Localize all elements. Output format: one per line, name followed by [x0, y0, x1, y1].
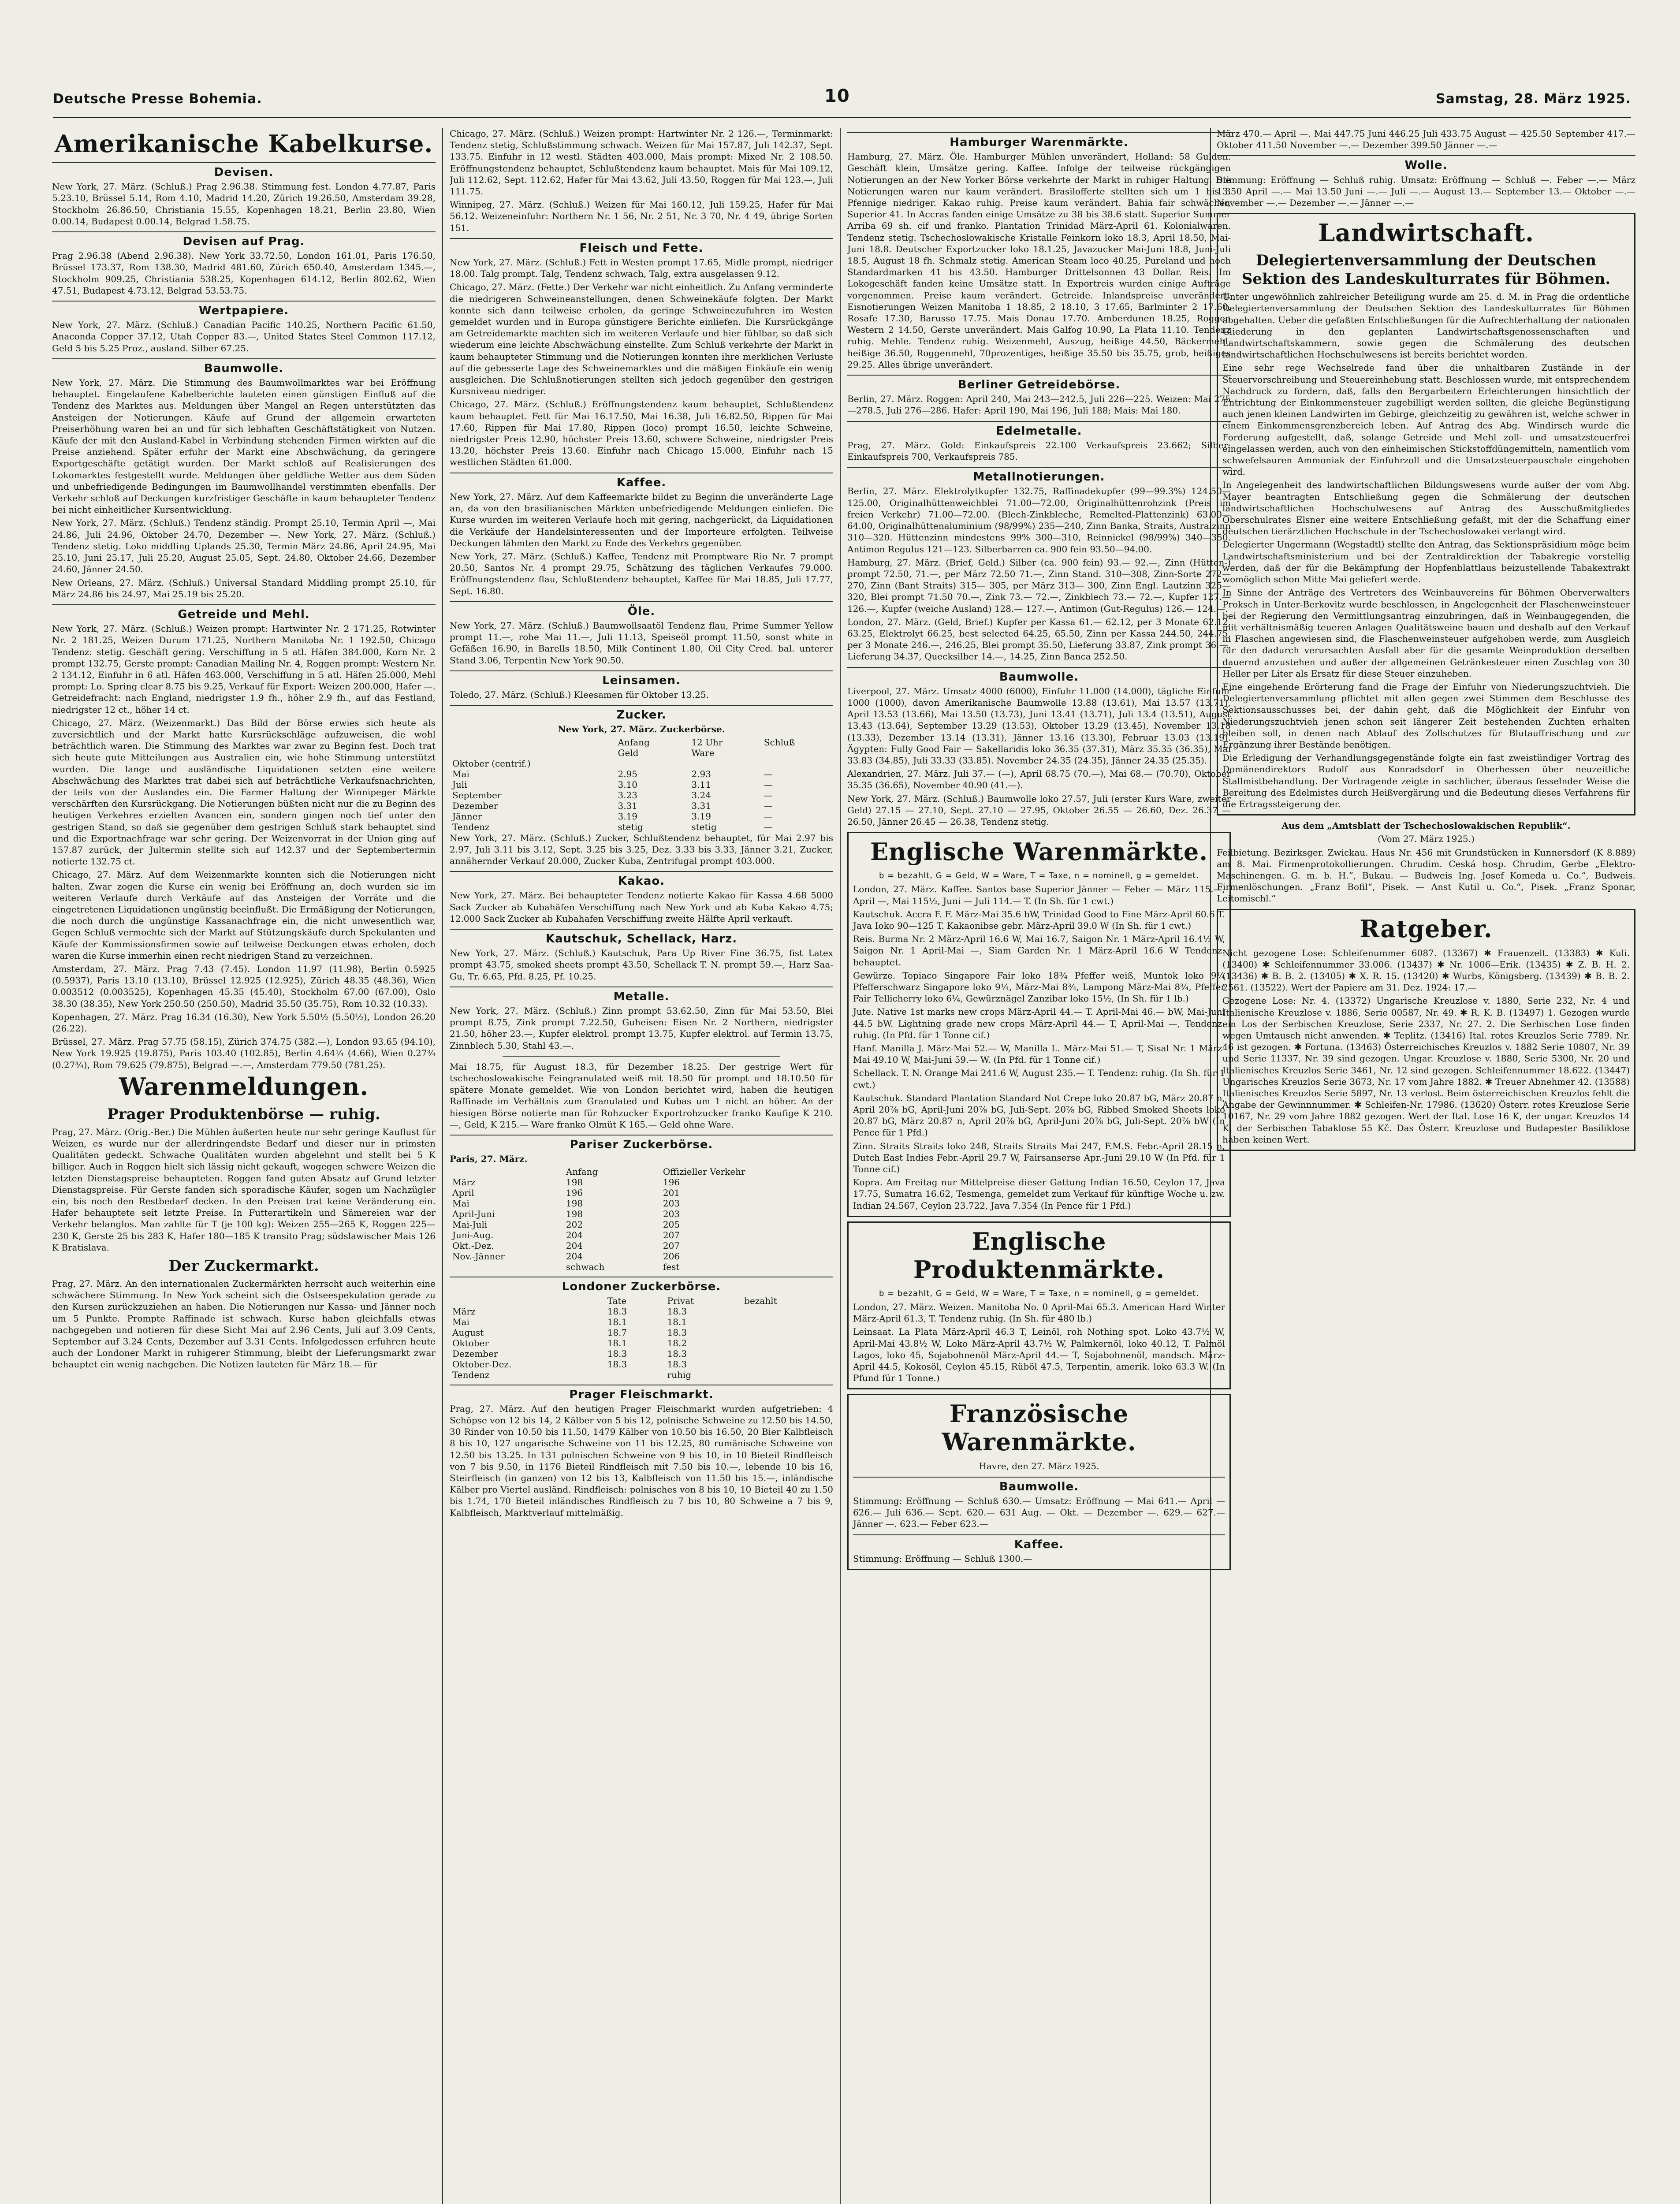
subheading: Metalle.	[450, 987, 833, 1002]
subheading: Baumwolle.	[52, 358, 436, 374]
table-row	[450, 1262, 833, 1272]
subheading: Kaffee.	[853, 1534, 1225, 1550]
article-paragraph: In Angelegenheit des landwirtschaftlichen Bildungswesens wurde außer der vom Abg. Mayer beantragten Entschließung gegen die Schmälerung der deutschen landwirtschaftlichen Hochschulwesens auf Antrag des Ausschußmitgliedes Oberschulrates Elsner eine weitere Entschließung gefaßt, mit der die Schaffung einer deutschen tierärztlichen Hochschule in der Tschechoslowakei verlangt wird.	[1222, 480, 1630, 537]
table-cell: September	[452, 789, 502, 800]
table-cell: 207	[663, 1240, 680, 1251]
table-cell: —	[764, 779, 773, 790]
table-row	[450, 1348, 833, 1359]
table-row	[450, 1219, 833, 1230]
subheading: Berliner Getreidebörse.	[847, 375, 1231, 391]
english-produce-box	[847, 1221, 1231, 1390]
table-cell: Nov.-Jänner	[452, 1251, 505, 1262]
article-paragraph: Nicht gezogene Lose: Schleifenummer 6087. (13367) ✱ Frauenzelt. (13383) ✱ Kuli. (13400) ✱ Schleifennummer 33.006. (13437) ✱ Nr. 1006—Erik. (13435) ✱ Z. B. H. 2. (13436) ✱ B. B. 2. (13405) ✱ X. R. 15. (13420) ✱ Wurbs, Königsberg. (13439) ✱ B. B. 2. 2561. (13522). Wert der Papiere am 31. Dez. 1924: 17.—	[1222, 947, 1630, 993]
dateline: (Vom 27. März 1925.)	[1378, 834, 1475, 845]
article-paragraph: Delegierter Ungermann (Wegstadtl) stellte den Antrag, das Sektionspräsidium möge beim Landwirtschaftsministerium und bei der Zentraldirektion der Tabakregie vorstellig werden, daß der für die Bekämpfung der Hopfenblattlaus beizustellende Tabakextrakt womöglich schon Mitte Mai geliefert werde.	[1222, 539, 1630, 585]
table-cell: stetig	[691, 821, 717, 832]
subheading: Getreide und Mehl.	[52, 604, 436, 620]
table-cell: —	[764, 821, 773, 832]
article-paragraph: Liverpool, 27. März. Umsatz 4000 (6000), Einfuhr 11.000 (14.000), tägliche Einfuhr 1000 (1000), davon Amerikanische Baumwolle 13.88 (13.61), Mai 13.57 (13.71), April 13.53 (13.66), Mai 13.50 (13.73), Juni 13.41 (13.71), Juli 13.4 (13.51), August 13.43 (13.64), September 13.29 (13.53), Oktober 13.29 (13.45), November 13.18 (13.33), Dezember 13.14 (13.31), Jänner 13.16 (13.30), Februar 13.03 (13.19). Ägypten: Fully Good Fair — Sakellaridis loko 36.35 (37.31), März 35.35 (36.35), Mai 33.83 (34.85), Juli 33.33 (33.85). November 24.35 (24.35), Jänner 24.35 (25.35).	[847, 685, 1231, 766]
subheading: Der Zuckermarkt.	[168, 1257, 319, 1275]
article-paragraph: Winnipeg, 27. März. (Schluß.) Weizen für Mai 160.12, Juli 159.25, Hafer für Mai 56.12. Weizeneinfuhr: Northern Nr. 1 56, Nr. 2 51, Nr. 3 70, Nr. 4 49, übrige Sorten 151.	[450, 199, 833, 233]
article-paragraph: Eine sehr rege Wechselrede fand über die unhaltbaren Zustände in der Steuervorschreibung und Steuereinhebung statt. Beschlossen wurde, mit entsprechendem Nachdruck zu fordern, daß, falls den Bergarbeitern Erleichterungen hinsichtlich der Entrichtung der Einkommensteuer zugebilligt werden sollten, die gleiche Begünstigung auch jenen kleinen Landwirten im Gebirge, gleichzeitig zu gewähren ist, welche schwer in einem Einkommensgrenzbereich leben. Auf Antrag des Abg. Windirsch wurde die Forderung aufgestellt, daß, solange Getreide und Mehl zoll- und umsatzsteuerfrei eingelassen werden, auch von den einheimischen Stickstoffdüngemitteln, namentlich vom schwefelsauren Ammoniak der Einfuhrzoll und die Umsatzsteuerpauschale eingehoben wird.	[1222, 362, 1630, 477]
table-cell: 3.11	[691, 779, 711, 790]
subheading: Kautschuk, Schellack, Harz.	[450, 929, 833, 945]
table-cell: 18.3	[667, 1306, 687, 1317]
subheading: Leinsamen.	[450, 670, 833, 686]
table-row	[450, 1359, 833, 1370]
article-paragraph: Gewürze. Topiaco Singapore Fair loko 18¾ Pfeffer weiß, Muntok loko 9¼ Pfefferschwarz Singapore loko 9¼, März-Mai 8¾, Lampong März-Mai 8¾, Pfeffer Fair Tellicherry loko 6¼, Gewürznägel Zanzibar loko 15½, (In Sh. für 1 lb.)	[853, 970, 1225, 1004]
legend: b = bezahlt, G = Geld, W = Ware, T = Taxe, n = nominell, g = gemeldet.	[879, 871, 1199, 881]
table-row	[450, 1317, 833, 1327]
article-paragraph: London, 27. März. Weizen. Manitoba No. 0 April-Mai 65.3. American Hard Winter März-April 61.3, T. Tendenz ruhig. (In Sh. für 480 lb.)	[853, 1302, 1225, 1324]
table-cell: Mai	[452, 768, 469, 779]
table-row	[450, 790, 833, 800]
article-paragraph: New York, 27. März. Auf dem Kaffeemarkte bildet zu Beginn die unveränderte Lage an, da von den brasilianischen Märkten unbefriedigende Meldungen einliefen. Die Kurse wurden im weiteren Verlaufe hoch mit gering, nachgerückt, da Liquidationen die Verkäufe der Handelsinteressenten und der Importeure erfolgten. Teilweise Deckungen lähmten den Markt zu Ende des Verkehrs gegenüber.	[450, 491, 833, 548]
article-paragraph: Prag, 27. März. Gold: Einkaufspreis 22.100 Verkaufspreis 23.662; Silber: Einkaufspreis 700, Verkaufspreis 785.	[847, 439, 1231, 462]
table-cell: 18.1	[607, 1337, 627, 1348]
table-header: Geld	[618, 747, 639, 758]
table-cell: stetig	[618, 821, 643, 832]
article-paragraph: In Sinne der Anträge des Vertreters des Weinbauvereins für Böhmen Oberverwalters Proksch in Unter-Berkovitz wurde beschlossen, in Angelegenheit der Flaschenweinsteuer bei der Regierung den Vermittlungsantrag einzubringen, daß in Weinbaugegenden, die mit verhältnismäßig teueren Anlagen Qualitätsweine bauen und deshalb auf den Verkauf in Flaschen angewiesen sind, die Flaschenweinsteuer aufgehoben werde, zum Ausgleich für den dadurch verursachten Ausfall aber für die gesamte Weinproduktion derselben dauernd anzustehen und außer der allgemeinen Getränkesteuer einen Zuschlag von 30 Heller per Liter als Ersatz für diese Steuer einzuheben.	[1222, 587, 1630, 679]
table-row	[450, 1198, 833, 1209]
subheading: Devisen.	[52, 162, 436, 178]
table-cell: —	[764, 789, 773, 800]
table-cell: Dezember	[452, 1348, 498, 1359]
table-cell	[761, 758, 833, 769]
table-cell: 2.93	[691, 768, 711, 779]
table-row	[450, 758, 833, 769]
subheading: Öle.	[450, 601, 833, 617]
subheading: Aus dem „Amtsblatt der Tschechoslowakischen Republik“.	[1281, 820, 1571, 831]
page-number: 10	[824, 86, 850, 106]
table-row	[450, 1177, 833, 1188]
table-cell: —	[764, 800, 773, 811]
article-paragraph: Prag, 27. März. Auf den heutigen Prager Fleischmarkt wurden aufgetrieben: 4 Schöpse von 12 bis 14, 2 Kälber von 5 bis 12, polnische Schweine zu 12.50 bis 14.50, 30 Rinder von 10.50 bis 11.50, 1479 Kälber von 10.50 bis 16.50, 20 Bier Kalbfleisch 8 bis 10, 127 ungarische Schweine von 11 bis 12.25, 80 rumänische Schweine von 12.50 bis 13.25. In 131 polnischen Schweine von 9 bis 10, in 10 Bieteil Rindfleisch von 7 bis 9.50, in 1176 Bieteil Rindfleisch mit 7.50 bis 10.—, lebende 10 bis 16, Steirfleisch (in ganzen) von 12 bis 13, Kalbfleisch von 11.50 bis 15.—, inländische Kälber pro Viertel ausländ. Rindfleisch: polnisches von 8 bis 10, 10 Bieteil 40 zu 1.50 bis 1.74, 170 Bieteil inländisches Rindfleisch zu 7 bis 10, 80 Schweine a 7 bis 9, Kalbfleisch, Marktverlauf mittelmäßig.	[450, 1403, 833, 1518]
table-cell: 201	[663, 1188, 680, 1199]
article-paragraph: New York, 27. März. (Schluß.) Prag 2.96.38. Stimmung fest. London 4.77.87, Paris 5.23.10, Brüssel 5.14, Rom 4.10, Madrid 14.20, Zürich 19.26.50, Amsterdam 39.28, Stockholm 26.86.50, Christiania 15.55, Kopenhagen 18.21, Berlin 23.80, Wien 0.00.14, Budapest 0.00.14, Belgrad 1.58.75.	[52, 181, 436, 227]
table-cell: März	[452, 1306, 476, 1317]
table-cell: 203	[663, 1198, 680, 1209]
table-cell: 196	[663, 1177, 680, 1188]
table-cell: 204	[566, 1230, 583, 1241]
article-title: Delegiertenversammlung der Deutschen Sektion des Landeskulturrates für Böhmen.	[1241, 252, 1611, 288]
table-row	[450, 779, 833, 790]
table-row	[450, 1230, 833, 1240]
table-row	[450, 1306, 833, 1317]
table-cell: 18.3	[667, 1327, 687, 1338]
table-cell: 205	[663, 1219, 680, 1230]
table-cell: 2.95	[618, 768, 637, 779]
table-header: Ware	[691, 747, 715, 758]
article-paragraph: Brüssel, 27. März. Prag 57.75 (58.15), Zürich 374.75 (382.—), London 93.65 (94.10), New York 19.925 (19.875), Paris 103.40 (102.85), Berlin 4.64¼ (4.66), Wien 0.27¾ (0.27¾), Rom 79.625 (79.875), Belgrad —.—, Amsterdam 779.50 (781.25).	[52, 1036, 436, 1070]
advice-box	[1217, 909, 1635, 1151]
table-cell: 18.3	[667, 1359, 687, 1370]
article-paragraph: Mai 18.75, für August 18.3, für Dezember 18.25. Der gestrige Wert für tschechoslowakische Feingranulated weiß mit 18.50 für prompt und 18.10.50 für spätere Monate gemeldet. Wie von London berichtet wird, haben die heutigen Raffinade im Verhältnis zum Granulated und Kubas um 1 nicht an höher. An der hiesigen Börse notierte man für Rohzucker Exportrohzucker franko Kaufige K 210.—, Geld, K 215.— Ware franko Olmüt K 165.— Geld ohne Ware.	[450, 1061, 833, 1130]
column-2	[450, 128, 833, 2204]
table-cell: Mai	[452, 1198, 469, 1209]
article-paragraph: New York, 27. März. (Schluß.) Kaffee, Tendenz mit Promptware Rio Nr. 7 prompt 20.50, Santos Nr. 4 prompt 29.75, Schätzung des täglichen Verkaufes 79.000. Eröffnungstendenz flau, Schlußtendenz behauptet, Kaffee für Mai 18.85, Juli 17.77, Sept. 16.80.	[450, 551, 833, 596]
table-cell: Jänner	[452, 811, 482, 822]
article-paragraph: Hamburg, 27. März. (Brief, Geld.) Silber (ca. 900 fein) 93.— 92.—, Zinn (Hütten-) prompt 72.50, 71.—, per März 72.50 71.—, Zinn Stand. 310—308, Zinn-Sorte 272—270, Zinn (Bant Straits) 315— 305, per März 313— 300, Zinn Engl. Lautzinn 325— 320, Blei prompt 71.50 70.—, Zink 73.— 72.—, Zinkblech 73.— 72.—, Kupfer 127.— 126.—, Kupfer (weiche Ausland) 128.— 127.—, Antimon (Gut-Regulus) 126.— 124.—.	[847, 557, 1231, 614]
subheading: Fleisch und Fette.	[450, 238, 833, 254]
table-header: Anfang	[566, 1166, 598, 1177]
table-cell	[689, 758, 761, 769]
table-cell: Mai-Juli	[452, 1219, 488, 1230]
table-header: Tate	[607, 1295, 627, 1306]
article-paragraph: Schellack. T. N. Orange Mai 241.6 W, August 235.— T. Tendenz: ruhig. (In Sh. für 1 cwt.)	[853, 1068, 1225, 1090]
article-paragraph: Prag, 27. März. An den internationalen Zuckermärkten herrscht auch weiterhin eine schwächere Stimmung. In New York scheint sich die Ostseespekulation gerade zu den Kursen zurückzuziehen an haben. Die Notierungen nur Kassa- und Jänner noch um 5 Punkte. Prompte Raffinade ist schwach. Kurse haben gleichfalls etwas nachgegeben und notieren für diese Sicht Mai auf 2.96 Cents, Juli auf 3.09 Cents, September auf 3.24 Cents, Dezember auf 3.31 Cents. Infolgedessen erfuhren heute auch der Londoner Markt in ruhigerer Stimmung, bleibt der Lieferungsmarkt zwar behauptet ein wenig nachgeben. Die Notizen lauteten für März 18.— für	[52, 1278, 436, 1370]
article-paragraph: Amsterdam, 27. März. Prag 7.43 (7.45). London 11.97 (11.98), Berlin 0.5925 (0.5937), Paris 13.10 (13.10), Brüssel 12.925 (12.925), Zürich 48.35 (48.36), Wien 0.003512 (0.003525), Kopenhagen 45.35 (45.40), Stockholm 67.00 (67.00), Oslo 38.30 (38.35), New York 250.50 (250.50), Madrid 35.50 (35.75), Rom 10.32 (10.33).	[52, 964, 436, 1009]
article-paragraph: Stimmung: Eröffnung — Schluß 1300.—	[853, 1553, 1032, 1564]
article-paragraph: Jute. Native 1st marks new crops März-April 44.— T. April-Mai 46.— bW, Mai-Juni 44.5 bW. Lightning grade new crops März-April 44.— T, April-Mai —, Tendenz: ruhig. (In Pfd. für 1 Tonne cif.)	[853, 1006, 1225, 1040]
table-title: New York, 27. März. Zuckerbörse.	[558, 724, 725, 735]
article-paragraph: New York, 27. März. (Schluß.) Weizen prompt: Hartwinter Nr. 2 171.25, Rotwinter Nr. 2 181.25, Weizen Durum 171.25, Northern Manitoba Nr. 1 192.50, Chicago Tendenz: stetig. Geschäft gering. Verschiffung in 5 atl. Häfen 384.000, Korn Nr. 2 prompt 132.75, Gerste prompt: Canadian Mailing Nr. 4, Roggen prompt: Western Nr. 2 134.12, Einfuhr in 6 atl. Häfen 463.000, Verschiffung in 5 atl. Häfen 25.000, Mehl prompt: Lo. Spring clear 8.75 bis 9.25, Verkauf für Export: Weizen 200.000, Hafer —. Getreidefracht: nach England, niedrigster 1.9 fh., höher 2.9 fh., auf das Festland, niedrigster 12 ct., höher 14 ct.	[52, 623, 436, 715]
section-heading: Englische Produktenmärkte.	[913, 1227, 1165, 1284]
table-cell: Juni-Aug.	[452, 1230, 494, 1241]
table-cell: April	[452, 1188, 474, 1199]
running-head	[53, 86, 1631, 118]
article-paragraph: New York, 27. März. Bei behaupteter Tendenz notierte Kakao für Kassa 4.68 5000 Sack Zucker ab Kubahäfen Verschiffung nach New York und ab Kuba Kakao 4.75; 12.000 Sack Zucker ab Kubahafen Verschiffung zweite Hälfte April verkauft.	[450, 890, 833, 924]
article-paragraph: Kautschuk. Standard Plantation Standard Not Crepe loko 20.87 bG, März 20.87 n, April 20⅞ bG, April-Juni 20⅞ bG, Juli-Sept. 20⅞ bG, Ribbed Smoked Sheets loko 20.87 bG, März 20.87 n, April 20⅞ bG, April-Juni 20⅞ bG, Juli-Sept. 20⅞ bW (In Pence für 1 Pfd.)	[853, 1092, 1225, 1138]
article-paragraph: New York, 27. März. (Schluß.) Zinn prompt 53.62.50, Zinn für Mai 53.50, Blei prompt 8.75, Zink prompt 7.22.50, Guheisen: Eisen Nr. 2 Northern, niedrigster 21.50, höher 23.—, Kupfer elektrol. prompt 13.75, Kupfer elektrol. auf Termin 13.75, Zinnblech 5.30, Stahl 43.—.	[450, 1005, 833, 1051]
subheading: Baumwolle.	[847, 667, 1231, 683]
table-cell: schwach	[566, 1262, 605, 1273]
newspaper-name: Deutsche Presse Bohemia.	[53, 91, 262, 107]
column-rule	[840, 128, 841, 2204]
article-paragraph: Leinsaat. La Plata März-April 46.3 T, Leinöl, roh Nothing spot. Loko 43.7½ W, April-Mai 43.8½ W, Loko März-April 43.7½ W, Palmkernöl, loko 40.12, T. Palmöl Lagos, loko 45, Sojabohnenöl März-April 44.— T, Sojabohnenöl, mandsch. März-April 44.5, Kokosöl, Ceylon 45.15, Rüböl 47.5, Terpentin, amerik. loko 63.3 W. (In Pfund für 1 Tonne.)	[853, 1326, 1225, 1384]
article-paragraph: New York, 27. März. Die Stimmung des Baumwollmarktes war bei Eröffnung behauptet. Eingelaufene Kabelberichte lauteten einen günstigen Einfluß auf die Tendenz des Marktes aus. Meldungen über Mangel an Regen unterstützten das Ansteigen der Notierungen. Käufe auf Grund der allgemein erwarteten Preiserhöhung waren bei an und für sich lebhaften Geschäftstätigkeit von Nutzen. Käufe der mit den Ausland-Kabel in Verbindung stehenden Firmen wirkten auf die Preise anziehend. Später erfuhr der Markt eine Abschwächung, da geringere Exportgeschäfte getätigt wurden. Der Markt schloß auf Realisierungen des Lokomarktes festgestellt wurde. Meldungen über geldliche Wetter aus dem Süden und unbefriedigende Bedingungen im Baumwollhandel verstimmten ebenfalls. Der Verkehr schloß auf Deckungen kurzfristiger Geschäfte in kaum behaupteter Tendenz bei nicht einheitlicher Kursentwicklung.	[52, 377, 436, 515]
table-row	[450, 1370, 833, 1380]
table-row	[450, 1240, 833, 1251]
subheading: Devisen auf Prag.	[52, 231, 436, 247]
column-3	[847, 128, 1231, 2204]
subheading: Wertpapiere.	[52, 301, 436, 316]
english-commodity-box	[847, 832, 1231, 1217]
article-paragraph: Kopenhagen, 27. März. Prag 16.34 (16.30), New York 5.50½ (5.50½), London 26.20 (26.22).	[52, 1011, 436, 1034]
table-row	[450, 1209, 833, 1219]
column-1	[52, 128, 436, 2204]
subheading: Pariser Zuckerbörse.	[450, 1135, 833, 1150]
table-cell: fest	[663, 1262, 680, 1273]
subheading: Hamburger Warenmärkte.	[847, 132, 1231, 148]
table-cell: April-Juni	[452, 1209, 495, 1220]
subheading: Metallnotierungen.	[847, 467, 1231, 483]
table-cell: Oktober-Dez.	[452, 1359, 512, 1370]
section-heading: Landwirtschaft.	[1318, 219, 1534, 247]
table-cell: —	[764, 768, 773, 779]
article-paragraph: Prag, 27. März. (Orig.-Ber.) Die Mühlen äußerten heute nur sehr geringe Kauflust für Weizen, es wurde nur der allerdringendste Bedarf und dieser nur in primsten Qualitäten gedeckt. Schwache Qualitäten wurden abgelehnt und stellt bei 5 K billiger. Auch in Roggen hielt sich lässig nicht gekauft, wogegen schwere Weizen die letzten Dienstagspreise behaupteten. Roggen fand guten Absatz auf Grund letzter Dienstagspreise. Für Gerste fanden sich sporadische Käufer, sogen um Nachzügler ein, bis noch den Restbedarf decken. In den Preisen trat keine Veränderung ein. Hafer behauptete seit letzte Preise. In Futterartikeln und Sämereien war der Verkehr belanglos. Man zahlte für T (je 100 kg): Weizen 255—265 K, Roggen 225—230 K, Gerste 25 bis 283 K, Hafer 180—185 K transito Prag; südslawischer Mais 126 K Bratislava.	[52, 1126, 436, 1253]
article-paragraph: Toledo, 27. März. (Schluß.) Kleesamen für Oktober 13.25.	[450, 689, 709, 700]
article-paragraph: New Orleans, 27. März. (Schluß.) Universal Standard Middling prompt 25.10, für März 24.86 bis 24.97, Mai 25.19 bis 25.20.	[52, 577, 436, 599]
article-paragraph: Reis. Burma Nr. 2 März-April 16.6 W, Mai 16.7, Saigon Nr. 1 März-April 16.4½ W, Saigon Nr. 1 April-Mai —, Siam Garden Nr. 1 März-April 16.6 W Tendenz: behauptet.	[853, 934, 1225, 968]
table-cell: 3.31	[691, 800, 711, 811]
article-paragraph: Prag 2.96.38 (Abend 2.96.38). New York 33.72.50, London 161.01, Paris 176.50, Brüssel 173.37, Rom 138.30, Madrid 481.60, Zürich 650.40, Amsterdam 1345.—, Stockholm 909.25, Christiania 538.25, Kopenhagen 614.12, Berlin 802.62, Wien 47.51, Budapest 4.73.12, Belgrad 53.53.75.	[52, 250, 436, 296]
subheading: Kaffee.	[450, 473, 833, 488]
article-paragraph: New York, 27. März. (Schluß.) Tendenz ständig. Prompt 25.10, Termin April —, Mai 24.86, Juli 24.96, Oktober 24.70, Dezember —. New York, 27. März. (Schluß.) Tendenz stetig. Loko middling Uplands 25.30, Termin März 24.86, April 24.95, Mai 25.10, Juni 25.17, Juli 25.20, August 25.05, Sept. 24.80, Oktober 24.66, Dezember 24.60, Jänner 24.50.	[52, 517, 436, 575]
french-commodity-box	[847, 1394, 1231, 1570]
table-cell: Juli	[452, 779, 467, 790]
table-cell: 18.1	[607, 1316, 627, 1327]
subheading: Zucker.	[450, 705, 833, 721]
table-row	[450, 769, 833, 779]
table-header: Anfang	[618, 737, 650, 748]
table-cell: August	[452, 1327, 484, 1338]
table-cell: Oktober (centrif.)	[452, 758, 531, 769]
table-cell: 3.19	[691, 811, 711, 822]
table-row	[450, 1251, 833, 1262]
table-cell: 3.19	[618, 811, 637, 822]
sugar-table	[450, 737, 833, 832]
divider	[503, 1056, 780, 1057]
article-paragraph: New York, 27. März. (Schluß.) Kautschuk, Para Up River Fine 36.75, fist Latex prompt 43.75, smoked sheets prompt 43.50, Schellack T. N. prompt 59.—, Harz Saa-Gu, Tr. 6.65, Pfd. 8.25, Pf. 10.25.	[450, 948, 833, 982]
article-paragraph: Zinn. Straits Straits loko 248, Straits Straits Mai 247, F.M.S. Febr.-April 28.15 n, Dutch East Indies Febr.-April 29.7 W, Fairsanserse Apr.-Juni 29.10 W (In Pfd. für 1 Tonne cif.)	[853, 1140, 1225, 1175]
table-header: Schluß	[764, 737, 795, 748]
article-paragraph: New York, 27. März. (Schluß.) Baumwolle loko 27.57, Juli (erster Kurs Ware, zweiter Geld) 27.15 — 27.10, Sept. 27.10 — 27.95, Oktober 26.55 — 26.60, Dez. 26.37 — 26.50, Jänner 26.45 — 26.38, Tendenz stetig.	[847, 793, 1231, 827]
table-cell: 204	[566, 1240, 583, 1251]
table-cell: 18.3	[607, 1359, 627, 1370]
table-cell: 18.3	[667, 1348, 687, 1359]
section-heading: Französische Warenmärkte.	[942, 1400, 1136, 1456]
table-cell: Tendenz	[452, 1369, 490, 1380]
table-cell: —	[764, 811, 773, 822]
subheading: Wolle.	[1217, 155, 1635, 171]
table-cell: 3.23	[618, 789, 637, 800]
agriculture-box	[1217, 213, 1635, 815]
article-paragraph: Chicago, 27. März. (Schluß.) Eröffnungstendenz kaum behauptet, Schlußtendenz kaum behauptet. Fett für Mai 16.17.50, Mai 16.38, Juli 16.82.50, Rippen für Mai 17.60, Rippen für Mai 17.80, Rippen (loco) prompt 16.50, leichte Schweine, niedrigster Preis 12.90, höchster Preis 13.60, schwere Schweine, niedrigster Preis 13.20, höchster Preis 13.60. Einfuhr nach Chicago 15.000, Einfuhr nach 15 westlichen Städten 61.000.	[450, 399, 833, 468]
subheading: Baumwolle.	[853, 1477, 1225, 1493]
table-title: Paris, 27. März.	[450, 1154, 528, 1165]
subheading: Prager Fleischmarkt.	[450, 1385, 833, 1400]
article-paragraph: Hamburg, 27. März. Öle. Hamburger Mühlen unverändert, Holland: 58 Gulden. Geschäft klein, Umsätze gering. Kaffee. Infolge der teilweise rückgängigen Notierungen an der New Yorker Börse verkehrte der Markt in ruhiger Haltung. Die Notierungen waren nur kaum verändert. Brasilofferte stellten sich um 1 bis 3 Pfennige niedriger. Kakao ruhig. Preise kaum verändert. Bahia fair schwächer, Superior 41. In Accras fanden einige Umsätze zu 38 bis 38.6 statt. Superior Summer Arriba 69 sh. cif und franko. Plantation Trinidad März-April 61. Kolonialwaren. Tendenz stetig. Tschechoslowakische Kristalle Feinkorn loko 18.3, April 18.50, Mai-Juni 18.8. Deutscher Exportzucker loko 18.1.25, Javazucker Mai-Juni 18.8, Juni-Juli 18.5, August 18 fh. Schmalz stetig. American Steam loco 40.25, Pureland und hoch Standardmarken 41 bis 43.50. Hamburger Drittelsonnen 43 Dollar. Reis. Im Lokogeschäft fanden keine Umsätze statt. In Exportreis wurden einige Aufträge vorgenommen. Preise kaum verändert. Getreide. Inlandspreise unverändert. Eisnotierungen Weizen Manitoba 1 18.85, 2 18.10, 3 17.65, Barlminter 2 17.60, Rosafe 17.30, Barusso 17.75. Mais Donau 17.70. Amberdunen 18.25, Roggen Western 2 14.50, Gerste unverändert. Mais Galfog 10.90, La Plata 11.10. Tendenz ruhig. Mehle. Tendenz ruhig. Weizenmehl, Auszug, heißige 44.50, Bäckermehl, heißige 36.50, Roggenmehl, 70prozentiges, heißige 35.50 bis 35.75, grob, heißiges 29.25. Alles übrige unverändert.	[847, 151, 1231, 370]
article-paragraph: Kopra. Am Freitag nur Mittelpreise dieser Gattung Indian 16.50, Ceylon 17, Java 17.75, Sumatra 16.62, Tesmenga, gemeldet zum Verkauf für künftige Woche u. zw. Indian 24.567, Ceylon 23.722, Java 7.354 (In Pence für 1 Pfd.)	[853, 1177, 1225, 1211]
table-cell: Dezember	[452, 800, 498, 811]
column-4	[1217, 128, 1635, 2204]
table-cell: Tendenz	[452, 821, 490, 832]
table-cell: 18.7	[607, 1327, 627, 1338]
article-paragraph: New York, 27. März. (Schluß.) Canadian Pacific 140.25, Northern Pacific 61.50, Anaconda Copper 37.12, Utah Copper 83.—, United States Steel Common 117.12, Geld 5 bis 5.25 Proz., ausland. Silber 67.25.	[52, 320, 436, 354]
subheading: Kakao.	[450, 871, 833, 887]
table-cell: ruhig	[667, 1369, 692, 1380]
column-rule	[442, 128, 443, 2204]
article-paragraph: Stimmung: Eröffnung — Schluß ruhig. Umsatz: Eröffnung — Schluß —. Feber —.— März 13.50 April —.— Mai 13.50 Juni —.— Juli —.— August 13.— September 13.— Oktober —.— November —.— Dezember —.— Jänner —.—	[1217, 174, 1635, 208]
table-cell: 3.10	[618, 779, 637, 790]
table-header: Privat	[667, 1295, 694, 1306]
article-paragraph: Unter ungewöhnlich zahlreicher Beteiligung wurde am 25. d. M. in Prag die ordentliche Delegiertenversammlung der Deutschen Sektion des Landeskulturrates für Böhmen abgehalten. Ueber die gefaßten Entschließungen für die Aufrechterhaltung der nationalen Gliederung in den geplanten Landwirtschaftsgenossenschaften und Landwirtschaftskammern, sowie gegen die Schmälerung des deutschen landwirtschaftlichen Hochschulwesens ist bereits berichtet worden.	[1222, 291, 1630, 360]
article-paragraph: New York, 27. März. (Schluß.) Zucker, Schlußtendenz behauptet, für Mai 2.97 bis 2.97, Juli 3.11 bis 3.12, Sept. 3.25 bis 3.25, Dez. 3.33 bis 3.33, Jänner 3.21, Zucker, annähernder Verkauf 20.000, Zucker Kuba, Zentrifugal prompt 403.000.	[450, 832, 833, 866]
article-paragraph: Alexandrien, 27. März. Juli 37.— (—), April 68.75 (70.—), Mai 68.— (70.70), Oktober 35.35 (36.65), November 40.90 (41.—).	[847, 768, 1231, 791]
article-paragraph: Chicago, 27. März. Auf dem Weizenmarkte konnten sich die Notierungen nicht halten. Zwar zogen die Kurse ein wenig bei Eröffnung an, doch wurden sie im weiteren Verlaufe durch Verkäufe auf das Ansteigen der Vorräte und die eingetretenen Liquidationen ungünstig beeinflußt. Die Ermäßigung der Notierungen, die noch durch die ungünstige Kassanachfrage ein, die nicht unwesentlich war, Gegen Schluß vermochte sich der Markt auf Stützungskäufe durch Spekulanten und Käufe der Kommissionsfirmen sowie auf teilweise Deckungen etwas erholen, doch waren die Kurse immerhin einen recht niedrigen Stand zu verzeichnen.	[52, 869, 436, 961]
article-paragraph: Die Erledigung der Verhandlungsgegenstände folgte ein fast zweistündiger Vortrag des Domänendirektors Rudolf aus Konradsdorf in Oberhessen über neuzeitliche Stallmistbehandlung. Der Vortragende zeigte in sachlicher, überaus fesselnder Weise die Bereitung des Edelmistes durch Heißvergärung und die Bedeutung dieses Verfahrens für die Ertragssteigerung der.	[1222, 752, 1630, 809]
table-cell: 198	[566, 1209, 583, 1220]
section-heading: Warenmeldungen.	[119, 1072, 369, 1101]
table-cell: 204	[566, 1251, 583, 1262]
table-cell: 196	[566, 1188, 583, 1199]
table-cell: 18.2	[667, 1337, 687, 1348]
table-row	[450, 822, 833, 832]
article-paragraph: Eine eingehende Erörterung fand die Frage der Einfuhr von Niederungszuchtvieh. Die Delegiertenversammlung pflichtet mit allen gegen zwei Stimmen dem Beschlusse des Sektionsausschusses bei, der dahin geht, daß die Möglichkeit der Einfuhr von Niederungszuchtvieh jenen schon seit längerer Zeit bestehenden Zuchten erhalten bleiben soll, in denen nach Ablauf des Zollschutzes für Blutauffrischung und zur Ergänzung ihrer Bestände benötigen.	[1222, 681, 1630, 750]
article-paragraph: New York, 27. März. (Schluß.) Baumwollsaatöl Tendenz flau, Prime Summer Yellow prompt 11.—, rohe Mai 11.—, Juli 11.13, Speiseöl prompt 11.50, sonst white in Gefäßen 16.90, in Barells 18.50, Milk Continent 1.80, Oil City Cred. bal. unterer Stand 3.06, Terpentin New York 90.50.	[450, 620, 833, 666]
table-cell: Oktober	[452, 1337, 489, 1348]
article-paragraph: Feilbietung. Bezirksger. Zwickau. Haus Nr. 456 mit Grundstücken in Kunnersdorf (K 8.889) am 8. Mai. Firmenprotokollierungen. Chrudim. Ceská hosp. Chrudim, Gerbe „Elektro-Maschinengen. G. m. b. H.“, Bukau. — Budweis Ing. Josef Komeda u. Co.“, Budweis. Firmenlöschungen. „Franz Bofil“, Pisek. — Anst Kutil u. Co.“, Pisek. „Franz Sponar, Leitomischl.“	[1217, 847, 1635, 904]
section-heading: Englische Warenmärkte.	[870, 838, 1208, 866]
article-paragraph: Berlin, 27. März. Roggen: April 240, Mai 243—242.5, Juli 226—225. Weizen: Mai 275—278.5, Juli 276—286. Hafer: April 190, Mai 196, Juli 188; Mais: Mai 180.	[847, 394, 1231, 416]
paris-sugar-table	[450, 1166, 833, 1272]
table-cell: 198	[566, 1177, 583, 1188]
table-cell: 206	[663, 1251, 680, 1262]
issue-date: Samstag, 28. März 1925.	[1435, 91, 1631, 107]
legend: b = bezahlt, G = Geld, W = Ware, T = Taxe, n = nominell, g = gemeldet.	[879, 1288, 1199, 1298]
table-row	[450, 800, 833, 811]
table-cell: Okt.-Dez.	[452, 1240, 494, 1251]
subheading: Prager Produktenbörse — ruhig.	[107, 1105, 380, 1123]
table-row	[450, 1188, 833, 1198]
article-paragraph: Kautschuk. Accra F. F. März-Mai 35.6 bW, Trinidad Good to Fine März-April 60.6 T. Java Ioko 90—125 T. Kakaonibse gebr. März-April 39.0 W (In Sh. für 1 cwt.)	[853, 908, 1225, 931]
section-heading: Amerikanische Kabelkurse.	[54, 130, 433, 158]
table-cell: 3.24	[691, 789, 711, 800]
article-paragraph: März 470.— April —. Mai 447.75 Juni 446.25 Juli 433.75 August — 425.50 September 417.— Oktober 411.50 November —.— Dezember 399.50 Jänner —.—	[1217, 128, 1635, 151]
section-heading: Ratgeber.	[1360, 914, 1493, 943]
article-paragraph: Chicago, 27. März. (Schluß.) Weizen prompt: Hartwinter Nr. 2 126.—, Terminmarkt: Tendenz stetig, Schlußstimmung schwach. Weizen für Mai 157.87, Juli 142.37, Sept. 133.75. Einfuhr in 12 westl. Städten 403.000, Mais prompt: Mixed Nr. 2 108.50. Eröffnungstendenz behauptet, Schlußtendenz kaum behauptet. Mais für Mai 109.12, Juli 112.62, Sept. 112.62, Hafer für Mai 43.62, Juli 43.50, Roggen für Mai 123.—, Juli 111.75.	[450, 128, 833, 197]
table-cell: 203	[663, 1209, 680, 1220]
table-cell: 3.31	[618, 800, 637, 811]
table-cell: 202	[566, 1219, 583, 1230]
table-row	[450, 811, 833, 822]
table-cell: März	[452, 1177, 476, 1188]
table-cell: 207	[663, 1230, 680, 1241]
article-paragraph: Stimmung: Eröffnung — Schluß 630.— Umsatz: Eröffnung — Mai 641.— April — 626.— Juli 636.— Sept. 620.— 631 Aug. — Okt. — Dezember —. 629.— 627.— Jänner —. 623.— Feber 623.—	[853, 1495, 1225, 1530]
table-cell: 18.3	[607, 1306, 627, 1317]
article-paragraph: Gezogene Lose: Nr. 4. (13372) Ungarische Kreuzlose v. 1880, Serie 232, Nr. 4 und Italienische Kreuzlose v. 1886, Serie 00587, Nr. 49. ✱ R. K. B. (13497) 1. Gezogen wurde ein Los der Serbischen Kreuzlose, Serie 2337, Nr. 27. 2. Die Serbischen Lose finden wegen Umtausch nicht anwenden. ✱ Teplitz. (13416) Ital. rotes Kreuzlos Serie 7789. Nr. 46 ist gezogen. ✱ Fortuna. (13463) Österreichisches Kreuzlos v. 1882 Serie 10807, Nr. 39 und Serie 11337, Nr. 39 sind gezogen. Ungar. Kreuzlose v. 1880, Serie 5300, Nr. 20 und Italienisches Kreuzlos Serie 3461, Nr. 12 sind gezogen. Schleifennummer 18.622. (13447) Ungarisches Kreuzlos Serie 3673, Nr. 17 vom Jahre 1882. ✱ Treuer Abnehmer 42. (13588) Italienisches Kreuzlos Serie 5897, Nr. 13 verlost. Beim österreichischen Kreuzlos fehlt die Angabe der Gewinnnummer. ✱ Schleifen-Nr. 17986. (13620) Österr. rotes Kreuzlose Serie 10167, Nr. 29 vom Jahre 1882 gezogen. Wert der Ital. Lose 16 K, der ungar. Kreuzlos 14 K, der Serbischen Tabaklose 55 Kč. Das Österr. Kreuzlose und Budapester Basiliklose haben keinen Wert.	[1222, 995, 1630, 1145]
article-paragraph: Hanf. Manilla J. März-Mai 52.— W, Manilla L. März-Mai 51.— T, Sisal Nr. 1 März-Mai 49.10 W, Mai-Juni 59.— W. (In Pfd. für 1 Tonne cif.)	[853, 1043, 1225, 1065]
article-paragraph: Chicago, 27. März. (Weizenmarkt.) Das Bild der Börse erwies sich heute als zuversichtlich und der Markt hatte Kursrückschläge aufzuweisen, die wohl beträchtlich waren. Die Stimmung des Marktes war zwar zu Beginn fest. Doch trat sich heute gute Mitteilungen aus Australien ein, wie hohe Stimmung unterstützt wurden. Die lange und ausländische Liquidationen setzten eine weitere Abschwächung des Marktes trat dabei sich auf beträchtliche Verkaufsnachrichten, der teils von der Auslandes ein. Die Farmer Haltung der Winnipeger Märkte verschärften den Kursrückgang. Die Notierungen büßten nicht nur die zu Beginn des heutigen Verkehres erzielten Avancen ein, sondern gingen noch tief unter den gestrigen Stand, so daß sie gegenüber dem gestrigen Schluß stark behauptet sind und die Exportnachfrage war sehr gering. Der Weizenvorrat in der Union ging auf 157.87 zurück, der Jultermin stellte sich auf 142.37 und der Septembertermin notierte 132.75 ct.	[52, 717, 436, 867]
table-header: Offizieller Verkehr	[663, 1166, 745, 1177]
table-row	[450, 1338, 833, 1348]
article-paragraph: Chicago, 27. März. (Fette.) Der Verkehr war nicht einheitlich. Zu Anfang verminderte die niedrigeren Schweineanstellungen, denen Schweinekäufe folgten. Der Markt konnte sich dann teilweise erholen, da geringe Schweinezufuhren im Westen gemeldet wurden und in Europa günstigere Berichte einliefen. Die Kursrückgänge am Getreidemarkte machten sich im weiteren Verlaufe und hier fühlbar, so daß sich wiederum eine leichte Abschwächung einstellte. Zum Schluß verkehrte der Markt in kaum behaupteter Stimmung und die Notierungen konnten ihre merklichen Verluste auf die gebesserte Lage des Schweinemarktes und die mäßigen Einkäufe ein wenig ausgleichen. Die Schlußnotierungen stellten sich jedoch gegenüber den gestrigen Kursniveau niedriger.	[450, 282, 833, 397]
table-cell	[615, 758, 689, 769]
article-paragraph: London, 27. März. Kaffee. Santos base Superior Jänner — Feber — März 115.—, April —, Mai 115½, Juni — Juli 114.— T. (In Sh. für 1 cwt.)	[853, 884, 1225, 906]
table-cell: 198	[566, 1198, 583, 1209]
dateline: Havre, den 27. März 1925.	[979, 1461, 1099, 1472]
table-row	[450, 1327, 833, 1338]
table-header: 12 Uhr	[691, 737, 723, 748]
article-paragraph: London, 27. März. (Geld, Brief.) Kupfer per Kassa 61.— 62.12, per 3 Monate 62.12, 63.25, Elektrolyt 66.25, best selected 64.25, 65.50, Zinn per Kassa 244.50, 244.75, per 3 Monate 246.—, 246.25, Blei prompt 35.50, Lieferung 33.87, Zink prompt 36.—, Lieferung 34.37, Quecksilber 14.—, 14.25, Zinn Banca 252.50.	[847, 616, 1231, 662]
subheading: Londoner Zuckerbörse.	[450, 1277, 833, 1292]
table-cell: 18.3	[607, 1348, 627, 1359]
subheading: Edelmetalle.	[847, 421, 1231, 437]
article-paragraph: New York, 27. März. (Schluß.) Fett in Westen prompt 17.65, Midle prompt, niedriger 18.00. Talg prompt. Talg, Tendenz schwach, Talg, extra ausgelassen 9.12.	[450, 257, 833, 279]
table-cell: Mai	[452, 1316, 469, 1327]
article-paragraph: Berlin, 27. März. Elektrolytkupfer 132.75, Raffinadekupfer (99—99.3%) 124.50—125.00, Originalhüttenweichblei 71.00—72.00, Originalhüttenrohzink (Preis im freien Verkehr) 71.00—72.00. (Blech-Zinkbleche, Remelted-Plattenzink) 63.00—64.00, Originalhüttenaluminium (98/99%) 235—240, Zinn Banka, Straits, Australzinn 310—320. Hüttenzinn mindestens 99% 300—310, Reinnickel (98/99%) 340—350. Antimon Regulus 121—123. Silberbarren ca. 900 fein 93.50—94.00.	[847, 486, 1231, 555]
table-header: bezahlt	[744, 1295, 777, 1306]
table-cell: 18.1	[667, 1316, 687, 1327]
london-sugar-table	[450, 1296, 833, 1380]
